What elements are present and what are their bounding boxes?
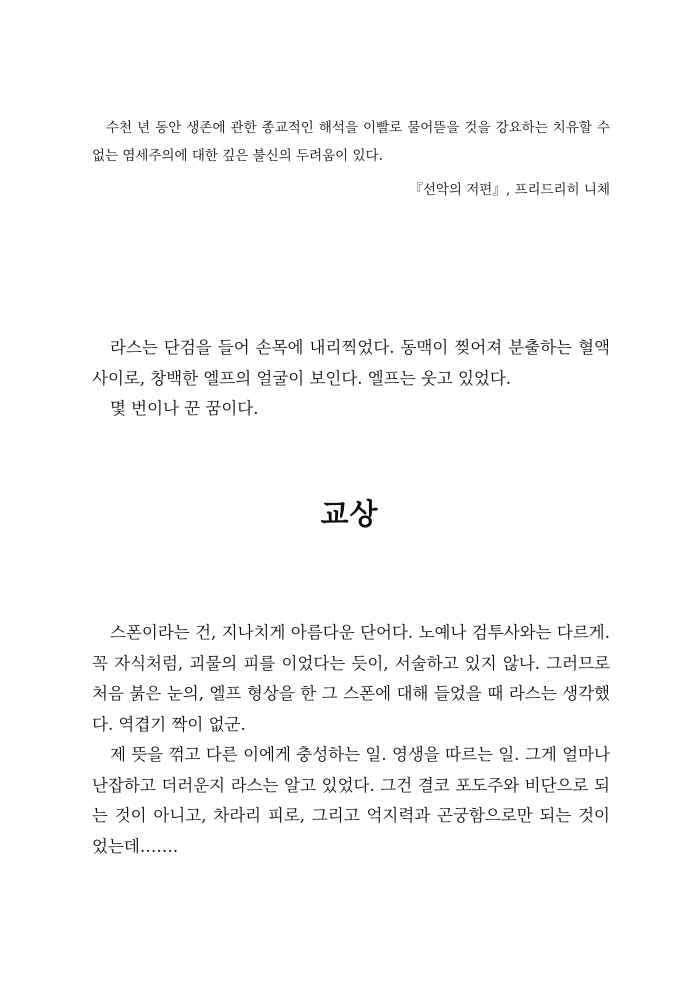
body-paragraph: 제 뜻을 꺾고 다른 이에게 충성하는 일. 영생을 따르는 일. 그게 얼마나 난잡하고 더러운지 라스는 알고 있었다. 그건 결코 포도주와 비단으로 되는 것이 아니고, 차라리 피로, 그리고 억지력과 곤궁함으로만 되는 것이었는데……. (92, 745, 610, 856)
intro-section (92, 333, 610, 425)
epigraph (92, 114, 610, 198)
epigraph-source: 『선악의 저편』, 프리드리히 니체 (409, 182, 610, 198)
chapter-title: 교상 (320, 497, 379, 531)
epigraph-quote: 수천 년 동안 생존에 관한 종교적인 해석을 이빨로 물어뜯을 것을 강요하는 치유할 수 없는 염세주의에 대한 깊은 불신의 두려움이 있다. (92, 120, 610, 164)
intro-paragraph: 몇 번이나 꾼 꿈이다. (110, 399, 259, 418)
body-section (92, 618, 610, 862)
intro-paragraph: 라스는 단검을 들어 손목에 내리찍었다. 동맥이 찢어져 분출하는 혈액 사이로, 창백한 엘프의 얼굴이 보인다. 엘프는 웃고 있었다. (92, 338, 610, 388)
body-paragraph: 스폰이라는 건, 지나치게 아름다운 단어다. 노예나 검투사와는 다르게. 꼭 자식처럼, 괴물의 피를 이었다는 듯이, 서술하고 있지 않나. 그러므로 처음 붉은 눈의, 엘프 형상을 한 그 스폰에 대해 들었을 때 라스는 생각했다. 역겹기 짝이 없군. (92, 623, 610, 734)
